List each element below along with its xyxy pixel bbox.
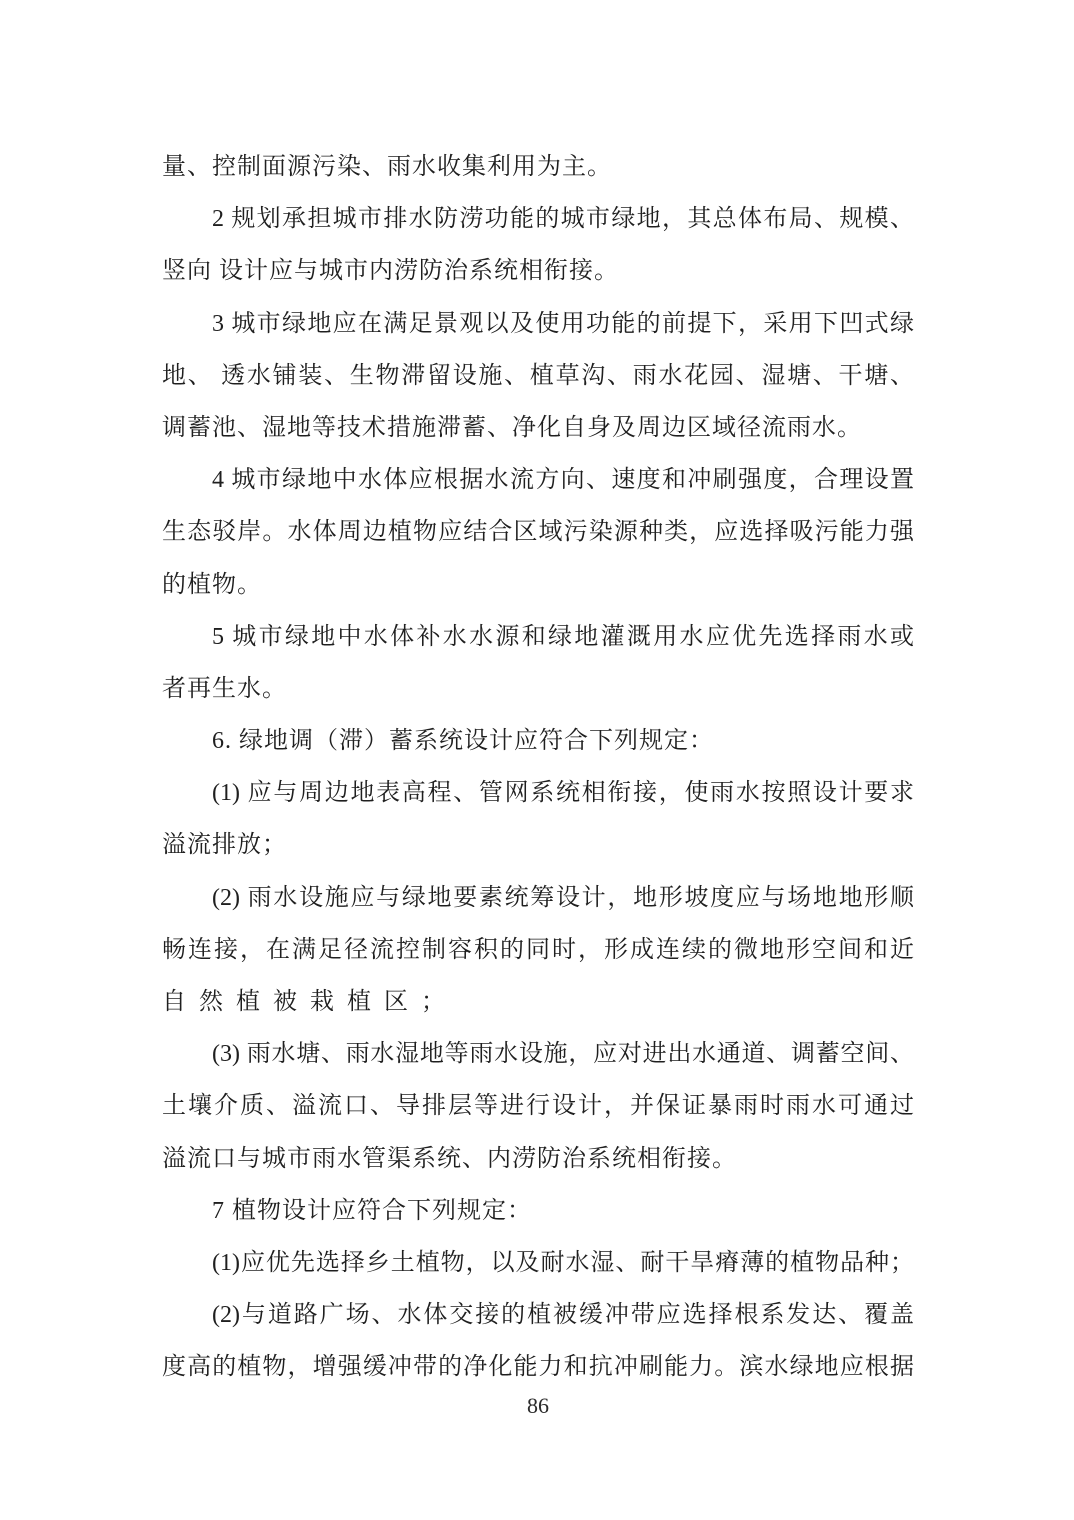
document-body — [162, 141, 914, 1394]
text-line: 土壤介质、溢流口、导排层等进行设计，并保证暴雨时雨水可通过 — [162, 1093, 914, 1120]
text-line: 4 城市绿地中水体应根据水流方向、速度和冲刷强度，合理设置 — [212, 467, 914, 494]
text-line: 5 城市绿地中水体补水水源和绿地灌溉用水应优先选择雨水或 — [212, 623, 914, 650]
text-line: (2) 雨水设施应与绿地要素统筹设计，地形坡度应与场地地形顺 — [212, 884, 914, 911]
text-line: 2 规划承担城市排水防涝功能的城市绿地，其总体布局、规模、 — [212, 206, 914, 233]
text-line: 生态驳岸。水体周边植物应结合区域污染源种类，应选择吸污能力强 — [162, 519, 914, 546]
text-line: (1) 应与周边地表高程、管网系统相衔接，使雨水按照设计要求 — [212, 780, 914, 807]
text-line: (2)与道路广场、水体交接的植被缓冲带应选择根系发达、覆盖 — [212, 1302, 914, 1329]
text-line: (1)应优先选择乡土植物，以及耐水湿、耐干旱瘠薄的植物品种； — [212, 1249, 914, 1276]
text-line: 的植物。 — [162, 571, 262, 598]
text-line: 3 城市绿地应在满足景观以及使用功能的前提下，采用下凹式绿 — [212, 310, 914, 337]
text-line: 量、控制面源污染、雨水收集利用为主。 — [162, 154, 612, 180]
text-line: 调蓄池、湿地等技术措施滞蓄、净化自身及周边区域径流雨水。 — [162, 414, 862, 441]
text-line: (3) 雨水塘、雨水湿地等雨水设施，应对进出水通道、调蓄空间、 — [212, 1041, 914, 1068]
text-line: 自然植被栽植区； — [162, 989, 458, 1015]
page-number: 86 — [527, 1393, 549, 1418]
text-line: 7 植物设计应符合下列规定： — [212, 1197, 532, 1224]
text-line: 竖向 设计应与城市内涝防治系统相衔接。 — [162, 258, 619, 285]
text-line: 者再生水。 — [162, 675, 287, 702]
text-line: 溢流口与城市雨水管渠系统、内涝防治系统相衔接。 — [162, 1145, 737, 1172]
text-line: 溢流排放； — [162, 832, 287, 859]
text-line: 6. 绿地调（滞）蓄系统设计应符合下列规定： — [212, 728, 714, 755]
text-line: 度高的植物，增强缓冲带的净化能力和抗冲刷能力。滨水绿地应根据 — [162, 1354, 914, 1381]
text-line: 畅连接，在满足径流控制容积的同时，形成连续的微地形空间和近 — [162, 936, 914, 963]
text-line: 地、 透水铺装、生物滞留设施、植草沟、雨水花园、湿塘、干塘、 — [162, 362, 914, 389]
